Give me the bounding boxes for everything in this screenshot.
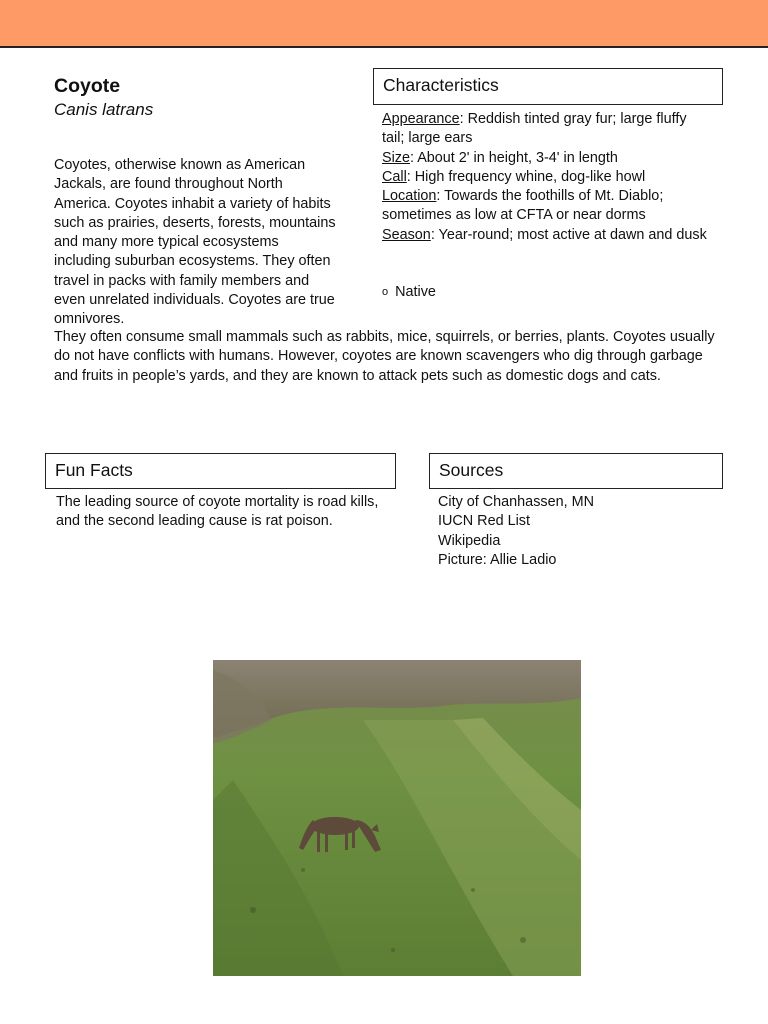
intro-paragraph: Coyotes, otherwise known as American Jackals, are found throughout North America. Coyotes inhabit a variety of habits such as prairies, deserts, forests, mountains and many more typical ecosystems including suburban ecosystems. They often travel in packs with family members and even unrelated individuals. Coyotes are true omnivores. xyxy=(54,157,336,328)
species-name: Coyote xyxy=(54,75,121,97)
fun-facts-text: The leading source of coyote mortality is road kills, and the second leading cause is rat poison. xyxy=(56,494,379,530)
characteristic-location xyxy=(382,187,712,226)
characteristic-size xyxy=(382,149,712,168)
status-label: Native xyxy=(395,284,436,300)
sources-list xyxy=(438,493,594,570)
header-bar xyxy=(0,0,768,48)
characteristic-season xyxy=(382,226,712,245)
characteristic-label: Season xyxy=(382,226,431,243)
characteristic-value: : High frequency whine, dog-like howl xyxy=(406,168,646,185)
characteristic-value: : About 2' in height, 3-4' in length xyxy=(410,149,618,166)
characteristic-appearance xyxy=(382,110,712,149)
source-item: IUCN Red List xyxy=(438,513,530,530)
characteristic-value: : Towards the foothills of Mt. Diablo; sometimes as low at CFTA or near dorms xyxy=(382,188,664,224)
characteristic-call xyxy=(382,168,712,187)
characteristic-label: Size xyxy=(382,149,410,166)
intro-paragraph-continued: They often consume small mammals such as rabbits, mice, squirrels, or berries, plants. Coyotes usually do not have conflicts with humans. However, coyotes are known scavengers who dig through garbage and fruits in people’s yards, and they are known to attack pets such as domestic dogs and cats. xyxy=(54,329,715,384)
characteristic-label: Location xyxy=(382,188,437,205)
source-item: Wikipedia xyxy=(438,532,501,549)
bullet-icon: o xyxy=(382,286,389,298)
characteristic-label: Appearance xyxy=(382,111,460,127)
source-item: City of Chanhassen, MN xyxy=(438,494,594,510)
characteristic-value: : Reddish tinted gray fur; large fluffy tail; large ears xyxy=(382,111,687,147)
coyote-photo xyxy=(213,660,581,976)
fun-facts-heading: Fun Facts xyxy=(45,453,396,489)
species-latin-name: Canis latrans xyxy=(54,100,154,119)
status-native xyxy=(382,283,436,303)
sources-heading: Sources xyxy=(429,453,723,489)
characteristics-list xyxy=(382,110,712,245)
characteristic-label: Call xyxy=(382,168,407,185)
source-item: Picture: Allie Ladio xyxy=(438,551,557,568)
characteristics-heading: Characteristics xyxy=(373,68,723,105)
characteristic-value: : Year-round; most active at dawn and dusk xyxy=(430,226,707,243)
